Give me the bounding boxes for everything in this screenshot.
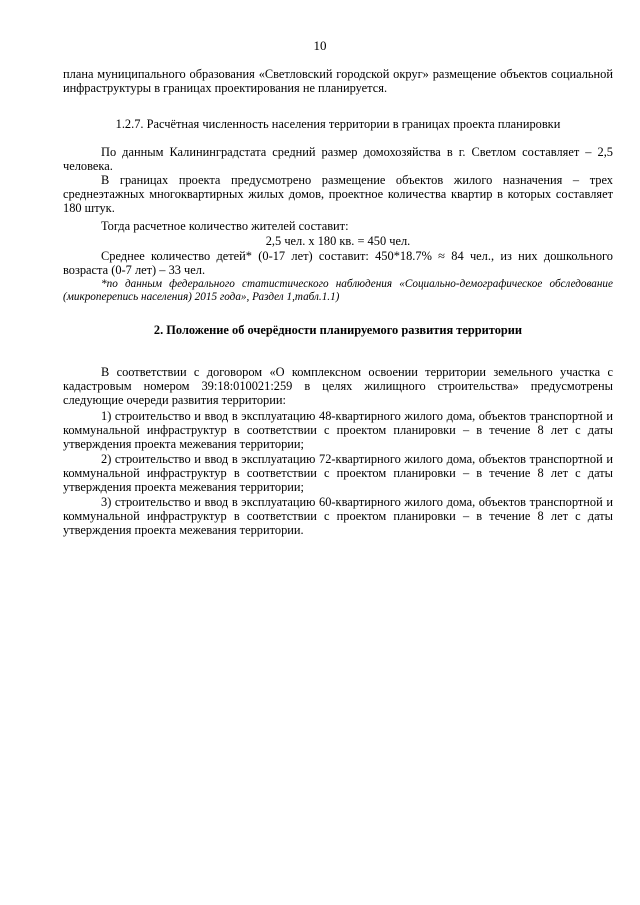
list-item-stage-3: 3) строительство и ввод в эксплуатацию 60-квартирного жилого дома, объектов транспортной и коммунальной инфраструктур в соответствии с проектом планировки – в течение 8 лет с даты утверждения проекта межевания территории. — [63, 495, 613, 538]
paragraph-residential-objects: В границах проекта предусмотрено размещение объектов жилого назначения – трех среднеэтажных многоквартирных жилых домов, проектное количества квартир в которых составляет 180 штук. — [63, 173, 613, 216]
page-number: 10 — [313, 38, 327, 53]
list-item-stage-2: 2) строительство и ввод в эксплуатацию 72-квартирного жилого дома, объектов транспортной и коммунальной инфраструктур в соответствии с проектом планировки – в течение 8 лет с даты утверждения проекта межевания территории; — [63, 452, 613, 495]
paragraph-children-count: Среднее количество детей* (0-17 лет) составит: 450*18.7% ≈ 84 чел., из них дошкольного возраста (0-7 лет) – 33 чел. — [63, 249, 613, 278]
list-item-stage-1: 1) строительство и ввод в эксплуатацию 48-квартирного жилого дома, объектов транспортной и коммунальной инфраструктур в соответствии с проектом планировки – в течение 8 лет с даты утверждения проекта межевания территории; — [63, 409, 613, 452]
section-heading-2: 2. Положение об очерёдности планируемого развития территории — [153, 323, 523, 337]
paragraph-contract-intro: В соответствии с договором «О комплексном освоении территории земельного участка с кадастровым номером 39:18:010021:259 в целях жилищного строительства» предусмотрены следующие очереди развития территории: — [63, 365, 613, 408]
population-formula: 2,5 чел. х 180 кв. = 450 чел. — [265, 234, 411, 248]
paragraph-population-intro: Тогда расчетное количество жителей составит: — [101, 219, 349, 233]
footnote-statistics-source: *по данным федерального статистического наблюдения «Социально-демографическое обследование (микроперепись населения) 2015 года», Раздел 1,табл.1.1) — [63, 278, 613, 303]
section-heading-1-2-7: 1.2.7. Расчётная численность населения территории в границах проекта планировки — [115, 117, 561, 131]
paragraph-household-size: По данным Калининградстата средний размер домохозяйства в г. Светлом составляет – 2,5 человека. — [63, 145, 613, 174]
intro-paragraph: плана муниципального образования «Светловский городской округ» размещение объектов социальной инфраструктуры в границах проектирования не планируется. — [63, 67, 613, 96]
